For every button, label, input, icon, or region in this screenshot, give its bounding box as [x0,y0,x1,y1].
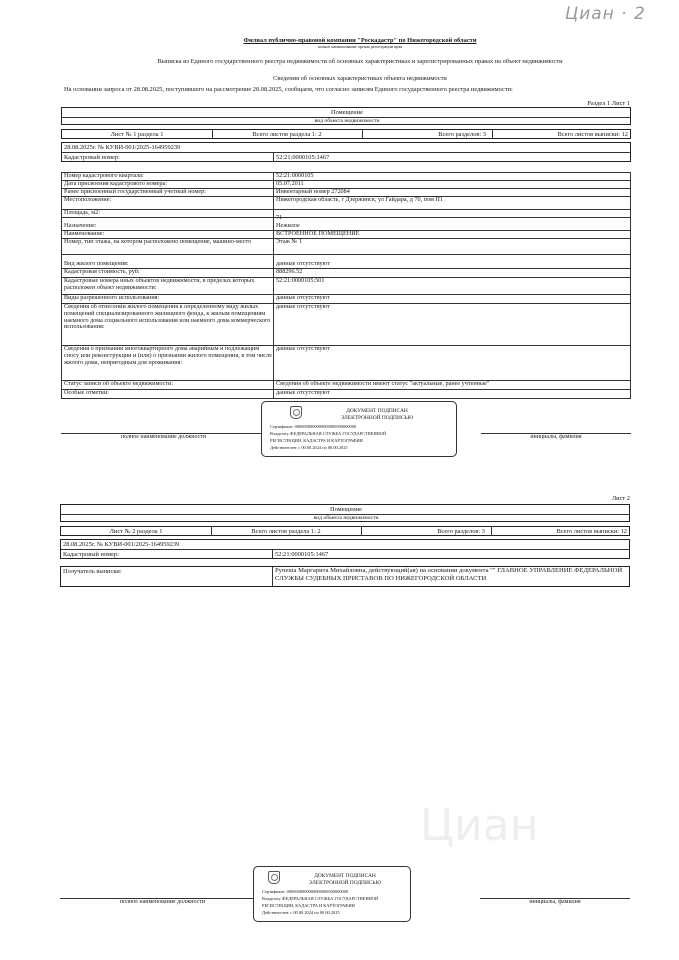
row-value: ВСТРОЕННОЕ ПОМЕЩЕНИЕ [276,230,360,237]
stamp-line: РЕГИСТРАЦИИ, КАДАСТРА И КАРТОГРАФИИ [262,903,355,908]
recipient-row [60,566,630,587]
page2-sheet-info-row [60,526,630,536]
total-sections: Всего разделов: 3 [438,131,486,138]
table-row [61,390,631,399]
e-signature-stamp-1 [261,401,457,457]
table-row [61,278,631,295]
watermark: Циан [420,800,539,851]
page2-object-type-block [60,504,630,522]
row-value: данные отсутствуют [276,389,330,396]
row-value: данные отсутствуют [276,294,330,301]
stamp-line: Владелец: ФЕДЕРАЛЬНАЯ СЛУЖБА ГОСУДАРСТВЕННОЙ [262,896,379,901]
org-name-sub: полное наименование органа регистрации прав [317,44,403,49]
org-name: Филиал публично-правовой компании "Роскадастр" по Нижегородской области [243,37,477,44]
page2-stamp-subtitle: ЭЛЕКТРОННОЙ ПОДПИСЬЮ [308,880,382,886]
page2-initials-label: инициалы, фамилия [529,899,581,905]
recipient-label: Получатель выписки: [63,568,122,575]
row-value: данные отсутствуют [276,303,330,310]
stamp-line: Сертификат: 0000000000000000000000000000 [270,424,357,429]
page2-object-type: Помещение [329,506,362,513]
page2-object-type-sub: вид объекта недвижимости [313,515,379,521]
info-title: Сведения об основных характеристиках объекта недвижимости [273,75,447,82]
page2-date-number-block [60,539,630,559]
row-value: данные отсутствуют [276,260,330,267]
page2-total-sheets-extract: Всего листов выписки: 12 [556,528,627,535]
stamp-title: ДОКУМЕНТ ПОДПИСАН [346,408,408,414]
cadastral-label: Кадастровый номер: [64,154,120,161]
row-value: Этаж № 1 [276,238,302,245]
page2-total-sections: Всего разделов: 3 [437,528,485,535]
row-value: 888296.52 [276,268,303,275]
row-value: Нежилое [276,222,300,229]
row-label: Кадастровые номера иных объектов недвижимости, в пределах которых расположен объект недвижимости: [64,277,255,291]
row-value: 52:21:0000105:501 [276,277,325,284]
e-signature-stamp-2 [253,866,411,922]
stamp-subtitle: ЭЛЕКТРОННОЙ ПОДПИСЬЮ [340,415,414,421]
row-label: Местоположение: [64,196,112,203]
page2-sheet-label: Лист 2 [611,495,630,502]
row-label: Особые отметки: [64,389,110,396]
row-value: Инвентарный номер 272084 [276,188,350,195]
row-label: Назначение: [64,222,97,229]
table-row [61,197,631,210]
sheet-number: Лист № 1 раздела 1 [110,131,164,138]
row-label: Номер кадастрового квартала: [64,172,144,179]
total-sheets-section: Всего листов раздела 1: 2 [252,131,322,138]
stamp-line: Действителен: с 00.00.2024 по 00.00.2025 [270,445,348,450]
recipient-value: Рупеша Маргарита Михайловна, действующий(ая) на основании документа "" ГЛАВНОЕ УПРАВЛЕНИЕ ФЕДЕРАЛЬНОЙ СЛУЖБЫ СУДЕБНЫХ ПРИСТАВОВ ПО НИЖЕГОРОДСКОЙ ОБЛАСТИ [275,567,623,582]
page2-position-label: полное наименование должности [119,899,206,905]
section-sheet-label: Раздел 1 Лист 1 [587,100,630,107]
cadastral-value: 52:21:0000105:1467 [276,154,330,161]
date-number-block [61,142,631,162]
row-value: Нижегородская область, г Дзержинск, ул Гайдара, д 70, пом П1 [276,196,443,203]
page2-sheet-number: Лист № 2 раздела 1 [109,528,163,535]
object-type-sub: вид объекта недвижимости [314,118,380,124]
page2-cadastral-label: Кадастровый номер: [63,551,119,558]
position-label: полное наименование должности [120,434,207,440]
page2-total-sheets-section: Всего листов раздела 1: 2 [251,528,321,535]
row-value: 05.07.2011 [276,180,304,187]
table-row [61,239,631,255]
row-value: Сведения об объекте недвижимости имеют статус "актуальные, ранее учтенные" [276,380,490,387]
page2-stamp-title: ДОКУМЕНТ ПОДПИСАН [314,873,376,879]
stamp-line: Действителен: с 00.00.2024 по 00.00.2025 [262,910,340,915]
date-number: 28.08.2025г. № КУВИ-001/2025-164959239 [64,144,181,151]
table-row [61,381,631,390]
object-type-block [61,107,631,125]
sheet-info-row [61,129,631,139]
emblem-icon [268,871,280,884]
stamp-line: РЕГИСТРАЦИИ, КАДАСТРА И КАРТОГРАФИИ [270,438,363,443]
object-type: Помещение [330,109,363,116]
page2-cadastral-value: 52:21:0000105:1467 [275,551,329,558]
row-label: Статус записи об объекте недвижимости: [64,380,174,387]
stamp-line: Сертификат: 0000000000000000000000000000 [262,889,349,894]
row-label: Наименование: [64,230,105,237]
request-basis: На основании запроса от 28.08.2025, поступившего на рассмотрение 28.08.2025, сообщаем, что согласно записям Единого государственного реестра недвижимости: [64,86,513,93]
total-sheets-extract: Всего листов выписки: 12 [557,131,628,138]
row-value: данные отсутствуют [276,345,330,352]
row-label: Номер, тип этажа, на котором расположено помещение, машино-место [64,238,252,245]
table-row [61,346,631,381]
handwritten-note: Циан · 2 [565,4,646,24]
table-row [61,209,631,221]
extract-title: Выписка из Единого государственного реестра недвижимости об основных характеристиках и зарегистрированных правах на объект недвижимости [157,58,563,65]
row-value: 52:21:0000105 [276,172,314,179]
initials-label: инициалы, фамилия [530,434,582,440]
row-label: Вид жилого помещения: [64,260,129,267]
table-row [61,255,631,269]
page2-date-number: 28.08.2025г. № КУВИ-001/2025-164959239 [63,541,180,548]
row-label: Кадастровая стоимость, руб: [64,268,140,275]
row-label: Сведения об отнесении жилого помещения к определенному виду жилых помещений специализированного жилищного фонда, к жилым помещениям наемного дома социального использования или наемного дома коммерческого использования: [64,303,271,331]
row-label: Ранее присвоенный государственный учетный номер: [64,188,206,195]
characteristics-table [61,172,631,401]
row-label: Виды разрешенного использования: [64,294,160,301]
emblem-icon [290,406,302,419]
stamp-line: Владелец: ФЕДЕРАЛЬНАЯ СЛУЖБА ГОСУДАРСТВЕННОЙ [270,431,387,436]
table-row [61,304,631,346]
row-label: Сведения о признании многоквартирного дома аварийным и подлежащим сносу или реконструкции и (или) о признании жилого помещения, в том числе жилого дома, непригодным для проживания: [64,345,272,366]
row-label: Дата присвоения кадастрового номера: [64,180,167,187]
row-value: 71 [276,214,283,221]
row-label: Площадь, м2: [64,209,100,216]
